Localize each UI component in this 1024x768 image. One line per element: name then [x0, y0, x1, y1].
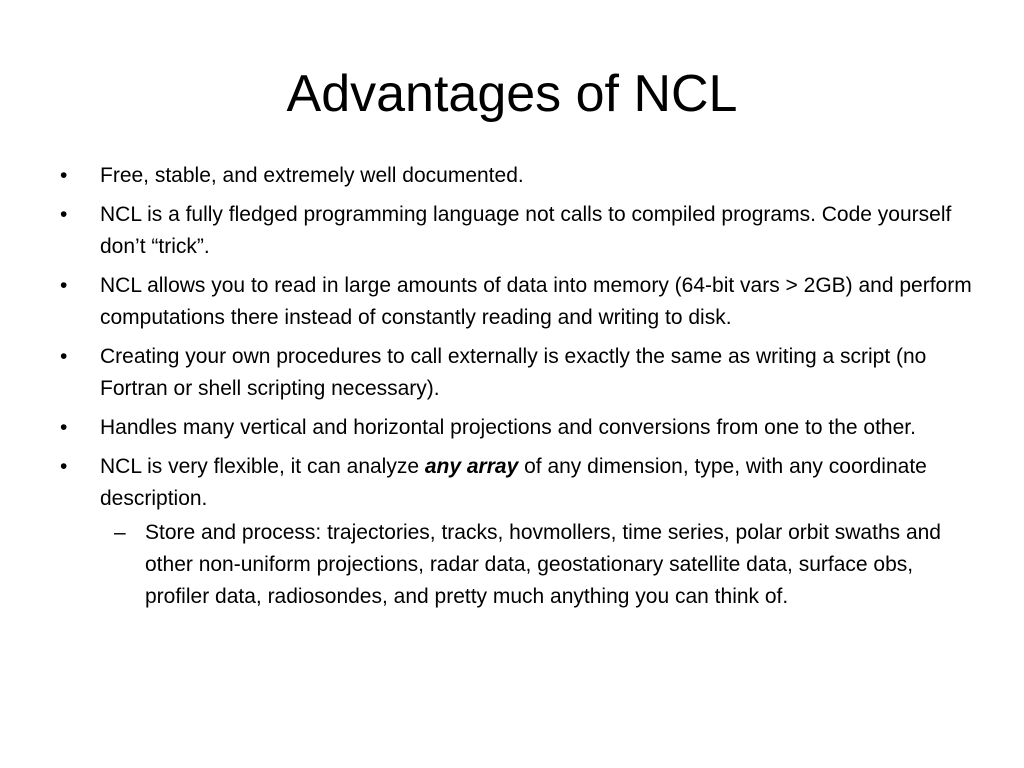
bullet-marker: •: [60, 455, 68, 478]
bullet-item: [58, 451, 978, 613]
bullet-text-after: of any dimension, type, with any coordinate description.: [100, 455, 927, 510]
bullet-item: [58, 270, 978, 334]
bullet-marker: •: [60, 416, 68, 439]
sub-bullet-text: Store and process: trajectories, tracks, hovmollers, time series, polar orbit swaths and other non-uniform projections, radar data, geostationary satellite data, surface obs, profiler data, radiosondes, and pretty much anything you can think of.: [145, 521, 941, 608]
bullet-text: [100, 455, 927, 510]
slide-title: Advantages of NCL: [286, 65, 738, 123]
bullet-text: Creating your own procedures to call externally is exactly the same as writing a script (no Fortran or shell scripting necessary).: [100, 345, 927, 400]
sub-bullet-list: [100, 517, 978, 613]
bullet-marker: •: [60, 345, 68, 368]
bullet-text: Free, stable, and extremely well documented.: [100, 164, 524, 187]
bullet-item: [58, 160, 978, 192]
sub-bullet-marker: –: [114, 521, 126, 544]
bullet-text-emphasis: any array: [424, 455, 519, 478]
bullet-item: [58, 412, 978, 444]
bullet-item: [58, 341, 978, 405]
bullet-text-before: NCL is very flexible, it can analyze: [100, 455, 425, 478]
bullet-text: NCL allows you to read in large amounts of data into memory (64-bit vars > 2GB) and perform computations there instead of constantly reading and writing to disk.: [100, 274, 972, 329]
bullet-list: [58, 160, 978, 620]
bullet-item: [58, 199, 978, 263]
bullet-marker: •: [60, 274, 68, 297]
bullet-text: Handles many vertical and horizontal projections and conversions from one to the other.: [100, 416, 916, 439]
bullet-text: NCL is a fully fledged programming language not calls to compiled programs. Code yourself don’t “trick”.: [100, 203, 952, 258]
bullet-marker: •: [60, 164, 68, 187]
bullet-marker: •: [60, 203, 68, 226]
sub-bullet-item: [100, 517, 978, 613]
